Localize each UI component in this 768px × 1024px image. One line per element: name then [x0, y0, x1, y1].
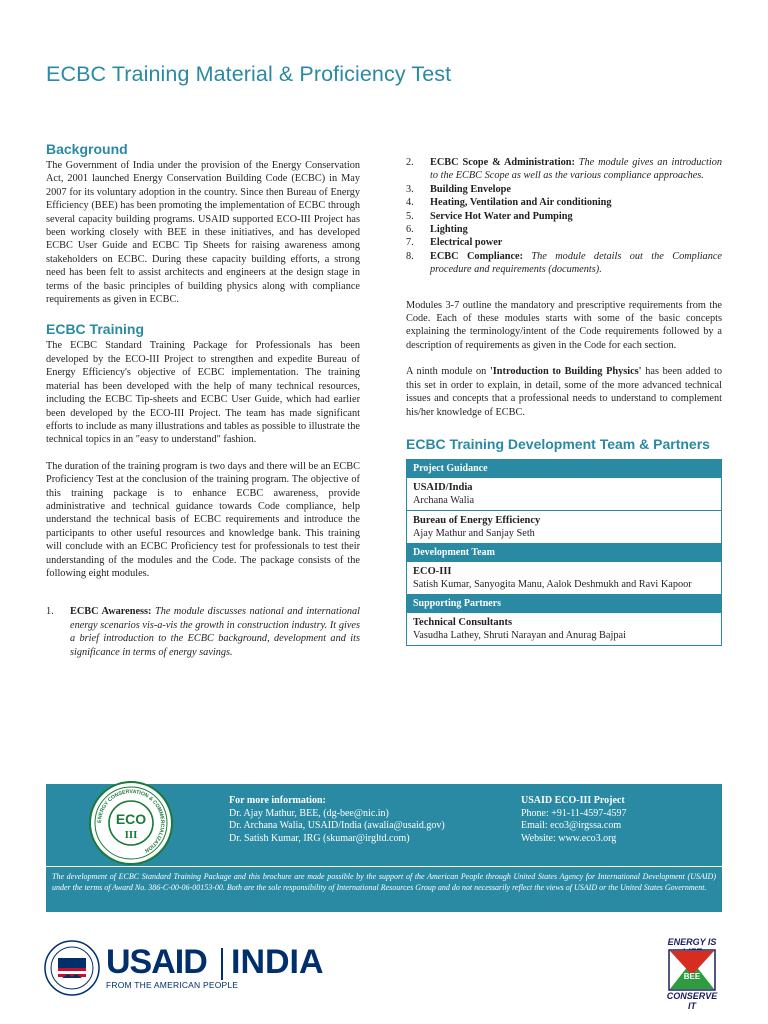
left-column [46, 141, 360, 659]
org-people: Ajay Mathur and Sanjay Seth [413, 528, 535, 540]
module-item [406, 210, 722, 223]
module-item [406, 236, 722, 249]
module-list-left [46, 605, 360, 659]
module-number: 6. [406, 224, 414, 236]
module-title: Electrical power [430, 237, 503, 249]
org-name: Technical Consultants [413, 616, 513, 628]
org-people: Vasudha Lathey, Shruti Narayan and Anurag Bajpai [413, 630, 626, 642]
training-paragraph-1: The ECBC Standard Training Package for Professionals has been developed by the ECO-III Project to strengthen and expedite Bureau of Energy Efficiency's objective of ECBC implementation. The training material has been developed with the help of many technical resources, including the ECBC Tip-sheets and ECBC User Guide, which had earlier been developed by the ECO-III Project. The team has made significant efforts to include as many illustrations and tables as possible to illustrate the technical topics in an "easy to understand" fashion. [46, 340, 360, 446]
module-item [406, 223, 722, 236]
usaid-india-logo [44, 940, 374, 1000]
module-title: Service Hot Water and Pumping [430, 210, 573, 222]
org-people: Satish Kumar, Sanyogita Manu, Aalok Deshmukh and Ravi Kapoor [413, 579, 692, 591]
module-item [406, 250, 722, 277]
page-title: ECBC Training Material & Proficiency Test [46, 62, 452, 86]
module-list-right [406, 156, 722, 277]
module-number: 1. [46, 606, 54, 618]
bee-mark-text: BEE [683, 972, 701, 981]
project-line: Email: eco3@irgssa.com [521, 820, 622, 832]
section-band-development-team: Development Team [407, 544, 721, 562]
background-heading: Background [46, 141, 128, 157]
right-column [406, 156, 722, 646]
bee-emblem-icon [668, 949, 716, 991]
org-name: ECO-III [413, 565, 452, 577]
training-paragraph-2: The duration of the training program is two days and there will be an ECBC Proficiency Test at the conclusion of the training program. The objective of this training package is to enhance ECBC awareness, provide administrative and technical guidance towards Code compliance, help understand the technical basis of ECBC requirements and introduce the participants to other useful resources and knowledge bank. This training will conclude with an ECBC Proficiency test for professionals to test their understanding of the modules and the Code. The package consists of the following eight modules. [46, 460, 360, 579]
ninth-module-after: has been added to this set in order to explain, in detail, some of the more advanced technical issues and concepts that a professional needs to understand to complement his/her knowledge of ECBC. [406, 366, 723, 418]
usaid-tagline: FROM THE AMERICAN PEOPLE [106, 980, 239, 990]
bee-tagline-bottom: CONSERVE IT [666, 991, 718, 1011]
ninth-module-text [406, 365, 722, 419]
module-number: 8. [406, 250, 414, 262]
training-heading: ECBC Training [46, 321, 145, 338]
team-org [407, 511, 721, 544]
module-description: The module discusses national and international energy scenarios vis-a-vis the growth in construction industry. It gives a brief introduction to the ECBC background, development and its significance in terms of energy savings. [70, 606, 360, 658]
module-title: Heating, Ventilation and Air conditioning [430, 197, 612, 209]
module-title: Building Envelope [430, 183, 511, 195]
contact-info [229, 795, 445, 845]
section-band-supporting-partners: Supporting Partners [407, 595, 721, 613]
usaid-seal-icon [44, 940, 100, 996]
project-line: Website: www.eco3.org [521, 832, 617, 844]
modules-overview-text: Modules 3-7 outline the mandatory and prescriptive requirements from the Code. Each of these modules starts with some of the basic concepts explaining the terminology/intent of the Code requirements followed by a description of requirements as given in the Code for each section. [406, 299, 722, 351]
module-number: 3. [406, 183, 414, 195]
india-wordmark: INDIA [231, 943, 324, 981]
team-org [407, 562, 721, 595]
seal-center-text: ECO [115, 811, 147, 827]
contact-line: Dr. Satish Kumar, IRG (skumar@irgltd.com) [229, 832, 410, 844]
module-number: 4. [406, 197, 414, 209]
ninth-module-title: 'Introduction to Building Physics' [489, 366, 642, 378]
team-org [407, 478, 721, 511]
section-band-project-guidance: Project Guidance [407, 460, 721, 478]
background-text: The Government of India under the provision of the Energy Conservation Act, 2001 launched Energy Conservation Building Code (ECBC) in May 2007 for its voluntary adoption in the country. Since then Bureau of Energy Efficiency (BEE) has been promoting the implementation of ECBC through several capacity building programs. USAID supported ECO-III Project has been working closely with BEE in these initiatives, and has developed ECBC User Guide and ECBC Tip Sheets for raising awareness among stakeholders on ECBC. During these capacity building efforts, a strong need has been felt to assist architects and engineers at the design stage in terms of the basic principles of building physics along with compliance requirements as given in ECBC. [46, 160, 360, 306]
module-title: ECBC Scope & Administration: [430, 157, 575, 168]
ninth-module-before: A ninth module on [406, 366, 490, 378]
disclaimer-text: The development of ECBC Standard Training Package and this brochure are made possible by the support of the American People through United States Agency for International Development (USAID) under the terms of Award No. 386-C-00-06-00153-00. Both are the sole responsibility of International Resources Group and do not necessarily reflect the views of USAID or the United States Government. [46, 866, 722, 912]
usaid-wordmark: USAID [106, 943, 207, 981]
seal-sub-text: III [124, 829, 138, 841]
eco-iii-seal-icon [88, 780, 174, 866]
module-number: 2. [406, 157, 414, 168]
team-heading: ECBC Training Development Team & Partners [406, 435, 710, 452]
org-name: USAID/India [413, 481, 473, 493]
org-people: Archana Walia [413, 495, 475, 507]
logo-divider [221, 948, 223, 980]
org-name: Bureau of Energy Efficiency [413, 514, 541, 526]
module-title: ECBC Awareness: [70, 606, 152, 618]
module-item [46, 605, 360, 659]
seal-ring-text: ENERGY CONSERVATION & COMMERCIALIZATION [96, 788, 166, 854]
module-title: ECBC Compliance: [430, 250, 524, 262]
contact-line: Dr. Ajay Mathur, BEE, (dg-bee@nic.in) [229, 807, 389, 819]
project-info [521, 795, 627, 845]
bee-logo [662, 937, 722, 1011]
module-number: 7. [406, 237, 414, 249]
module-description: The module details out the Compliance procedure and requirements (documents). [430, 250, 722, 276]
module-number: 5. [406, 210, 414, 222]
module-title: Lighting [430, 224, 468, 236]
contact-heading: For more information: [229, 795, 326, 806]
contact-line: Dr. Archana Walia, USAID/India (awalia@usaid.gov) [229, 820, 445, 832]
module-item [406, 156, 722, 183]
module-item [406, 183, 722, 196]
module-item [406, 196, 722, 209]
module-description: The module gives an introduction to the ECBC Scope as well as the various compliance approaches. [430, 157, 722, 182]
bee-tagline-top: ENERGY IS [667, 937, 717, 947]
project-line: Phone: +91-11-4597-4597 [521, 807, 627, 819]
team-table [406, 459, 722, 646]
project-heading: USAID ECO-III Project [521, 795, 625, 806]
team-org [407, 613, 721, 645]
